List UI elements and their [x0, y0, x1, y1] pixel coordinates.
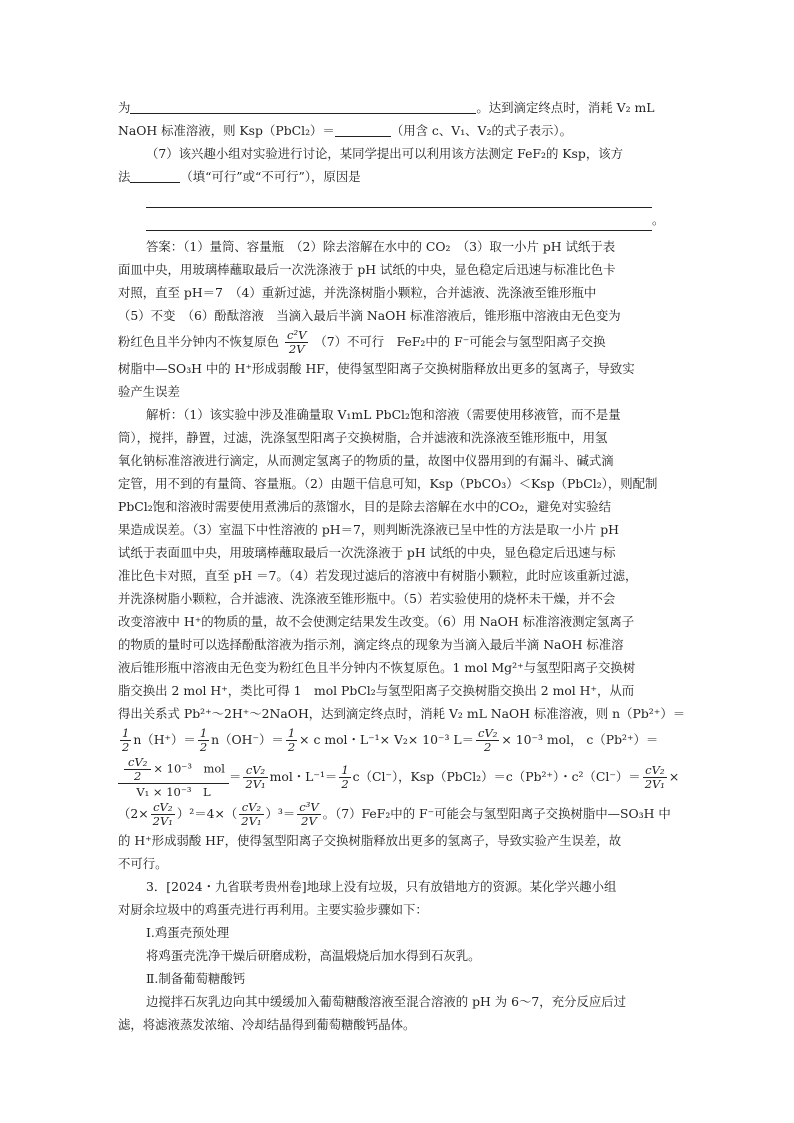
fraction-cv2-2: $\frac{\text{cV₂}}{2}$	[478, 726, 498, 754]
answer-line-7: 验产生误差	[118, 384, 180, 399]
analysis-line-2: 筒），搅拌，静置，过滤，洗涤氢型阳离子交换树脂，合并滤液和洗涤液至锥形瓶中，用氢	[118, 430, 608, 445]
fraction-half: $\frac{1}{2}$	[199, 726, 208, 754]
analysis-line-4: 定管，用不到的有量筒、容量瓶。（2）由题干信息可知，Ksp（PbCO₃）＜Ksp（PbCl₂），则配制	[118, 476, 658, 491]
analysis-line-12: 液后锥形瓶中溶液由无色变为粉红色且半分钟内不恢复原色。1 mol Mg²⁺与氢型阳离子交换树	[118, 660, 636, 675]
fraction-cv2-2v1: $\frac{\text{cV₂}}{\text{2V₁}}$	[644, 763, 665, 791]
answer-line-1: 答案：（1）量筒、容量瓶 （2）除去溶解在水中的 CO₂ （3）取一小片 pH 试纸于表	[146, 239, 616, 254]
analysis-math-1: $\frac{1}{2}$ n（H⁺）＝ $\frac{1}{2}$ n（OH⁻）＝ $\frac{1}{2}$ × c mol・L⁻¹× V₂× 10⁻³ L＝ $\frac{\text{cV₂}}{2}$ × 10⁻³ mol， c（Pb²⁺）＝	[122, 726, 659, 754]
q3-step2-line-2: 滤，将滤液蒸发浓缩、冷却结晶得到葡萄糖酸钙晶体。	[118, 1017, 416, 1032]
q3-step2-line-1: 边搅拌石灰乳边向其中缓缓加入葡萄糖酸溶液至混合溶液的 pH 为 6～7，充分反应后过	[146, 994, 626, 1009]
analysis-line-13: 脂交换出 2 mol H⁺，类比可得 1 mol PbCl₂与氢型阳离子交换树脂交换出 2 mol H⁺，从而	[118, 683, 635, 698]
fraction-half: $\frac{1}{2}$	[287, 726, 296, 754]
answer-line-4: （5）不变 （6）酚酞溶液 当滴入最后半滴 NaOH 标准溶液后，锥形瓶中溶液由无色变为	[118, 308, 621, 323]
analysis-line-15: 的 H⁺形成弱酸 HF，使得氢型阳离子交换树脂释放出更多的氢离子，导致实验产生误差，故	[118, 833, 622, 848]
concentration-numerator: $\frac{\text{cV₂}}{2}$ × 10⁻³ mol	[118, 756, 229, 784]
analysis-line-1: 解析：（1）该实验中涉及准确量取 V₁mL PbCl₂饱和溶液（需要使用移液管，而不是量	[146, 407, 621, 422]
q3-step2-title: Ⅱ.制备葡萄糖酸钙	[146, 971, 246, 986]
analysis-math-3: （2× $\frac{\text{cV₂}}{\text{2V₁}}$ ）²＝4×（ $\frac{\text{cV₂}}{\text{2V₁}}$ ）³＝ $\frac{\text{c³V}}{2V}$ 。（7）FeF₂中的 F⁻可能会与氢型阳离子交换树脂中—SO₃H 中	[118, 800, 671, 828]
answer-line-2: 面皿中央，用玻璃棒蘸取最后一次洗涤液于 pH 试纸的中央，显色稳定后迅速与标准比色卡	[118, 262, 616, 277]
answer-rule-line-end	[146, 211, 652, 231]
q6-line-2: NaOH 标准溶液，则 Ksp（PbCl₂）＝ （用含 c、V₁、V₂的式子表示）。	[118, 123, 573, 138]
fraction-cv2-2v1: $\frac{\text{cV₂}}{\text{2V₁}}$	[152, 800, 173, 828]
analysis-line-16: 不可行。	[118, 856, 168, 871]
q3-line-2: 对厨余垃圾中的鸡蛋壳进行再利用。主要实验步骤如下：	[118, 902, 428, 917]
answer-blank	[130, 98, 476, 114]
analysis-line-14: 得出关系式 Pb²⁺～2H⁺～2NaOH，达到滴定终点时，消耗 V₂ mL NaOH 标准溶液，则 n（Pb²⁺）＝	[118, 706, 686, 721]
answer-blank	[335, 121, 391, 137]
analysis-line-8: 准比色卡对照，直至 pH ＝7。（4）若发现过滤后的溶液中有树脂小颗粒，此时应该重新过滤，	[118, 568, 638, 583]
q7-line-2: 法 （填“可行”或“不可行”），原因是	[118, 169, 361, 184]
document-page	[118, 96, 686, 1036]
fraction-half: $\frac{1}{2}$	[122, 726, 130, 754]
analysis-line-5: PbCl₂饱和溶液时需要使用煮沸后的蒸馏水，目的是除去溶解在水中的CO₂，避免对实验结	[118, 499, 611, 514]
analysis-math-2: $\frac{\text{cV₂}}{2}$ × 10⁻³ mol V₁ × 10⁻³ L ＝ $\frac{\text{cV₂}}{\text{2V₁}}$ mol・L⁻¹＝ $\frac{1}{2}$ c（Cl⁻），Ksp（PbCl₂）＝c（Pb²⁺）・c²（Cl⁻）＝ $\frac{\text{cV₂}}{\text{2V₁}}$ ×	[118, 755, 678, 799]
fraction-half: $\frac{1}{2}$	[341, 763, 349, 791]
fraction-cv2-2v1: $\frac{\text{cV₂}}{\text{2V₁}}$	[241, 800, 262, 828]
analysis-line-3: 氧化钠标准溶液进行滴定，从而测定氢离子的物质的量，故图中仪器用到的有漏斗、碱式滴	[118, 453, 614, 468]
answer-line-3: 对照，直至 pH＝7 （4）重新过滤，并洗涤树脂小颗粒，合并滤液、洗涤液至锥形瓶中	[118, 285, 597, 300]
fraction-cv2-2v1: $\frac{\text{cV₂}}{\text{2V₁}}$	[245, 763, 266, 791]
answer-rule-line-2: 。	[118, 208, 678, 231]
q3-step1-text: 将鸡蛋壳洗净干燥后研磨成粉，高温煅烧后加水得到石灰乳。	[146, 948, 481, 963]
answer-line-6: 树脂中—SO₃H 中的 H⁺形成弱酸 HF，使得氢型阳离子交换树脂释放出更多的氢离子，导致实	[118, 361, 635, 376]
analysis-line-10: 改变溶液中 H⁺的物质的量，故不会使测定结果发生改变。（6）用 NaOH 标准溶液测定氢离子	[118, 614, 635, 629]
analysis-line-7: 试纸于表面皿中央，用玻璃棒蘸取最后一次洗涤液于 pH 试纸的中央，显色稳定后迅速与标	[118, 545, 616, 560]
q6-line-1: 为 。达到滴定终点时，消耗 V₂ mL	[118, 100, 655, 115]
q3-line-1: 3．[2024・九省联考贵州卷]地球上没有垃圾，只有放错地方的资源。某化学兴趣小组	[146, 879, 617, 894]
fraction-cv2-2: $\frac{\text{cV₂}}{2}$	[124, 756, 151, 783]
q3-step1-title: Ⅰ.鸡蛋壳预处理	[146, 925, 230, 940]
answer-blank	[130, 167, 180, 183]
concentration-fraction: $\frac{\text{cV₂}}{2}$ × 10⁻³ mol V₁ × 10⁻³ L	[118, 756, 229, 800]
analysis-line-9: 并洗涤树脂小颗粒，合并滤液、洗涤液至锥形瓶中。（5）若实验使用的烧杯未干燥，并不会	[118, 591, 616, 606]
answer-line-5: 粉红色且半分钟内不恢复原色 $\frac{\text{c²V}}{2V}$ （7）不可行 FeF₂中的 F⁻可能会与氢型阳离子交换	[118, 328, 606, 356]
analysis-line-6: 果造成误差。（3）室温下中性溶液的 pH＝7，则判断洗涤液已呈中性的方法是取一小片 pH	[118, 522, 619, 537]
fraction-c3v-2v: $\frac{\text{c³V}}{2V}$	[299, 800, 319, 828]
q7-line-1: （7）该兴趣小组对实验进行讨论，某同学提出可以利用该方法测定 FeF₂的 Ksp，该方	[146, 146, 624, 161]
analysis-line-11: 的物质的量时可以选择酚酞溶液为指示剂，滴定终点的现象为当滴入最后半滴 NaOH 标准溶	[118, 637, 624, 652]
answer-rule-line	[146, 188, 652, 208]
ksp-fraction: $\frac{\text{c²V}}{2V}$	[287, 328, 307, 356]
